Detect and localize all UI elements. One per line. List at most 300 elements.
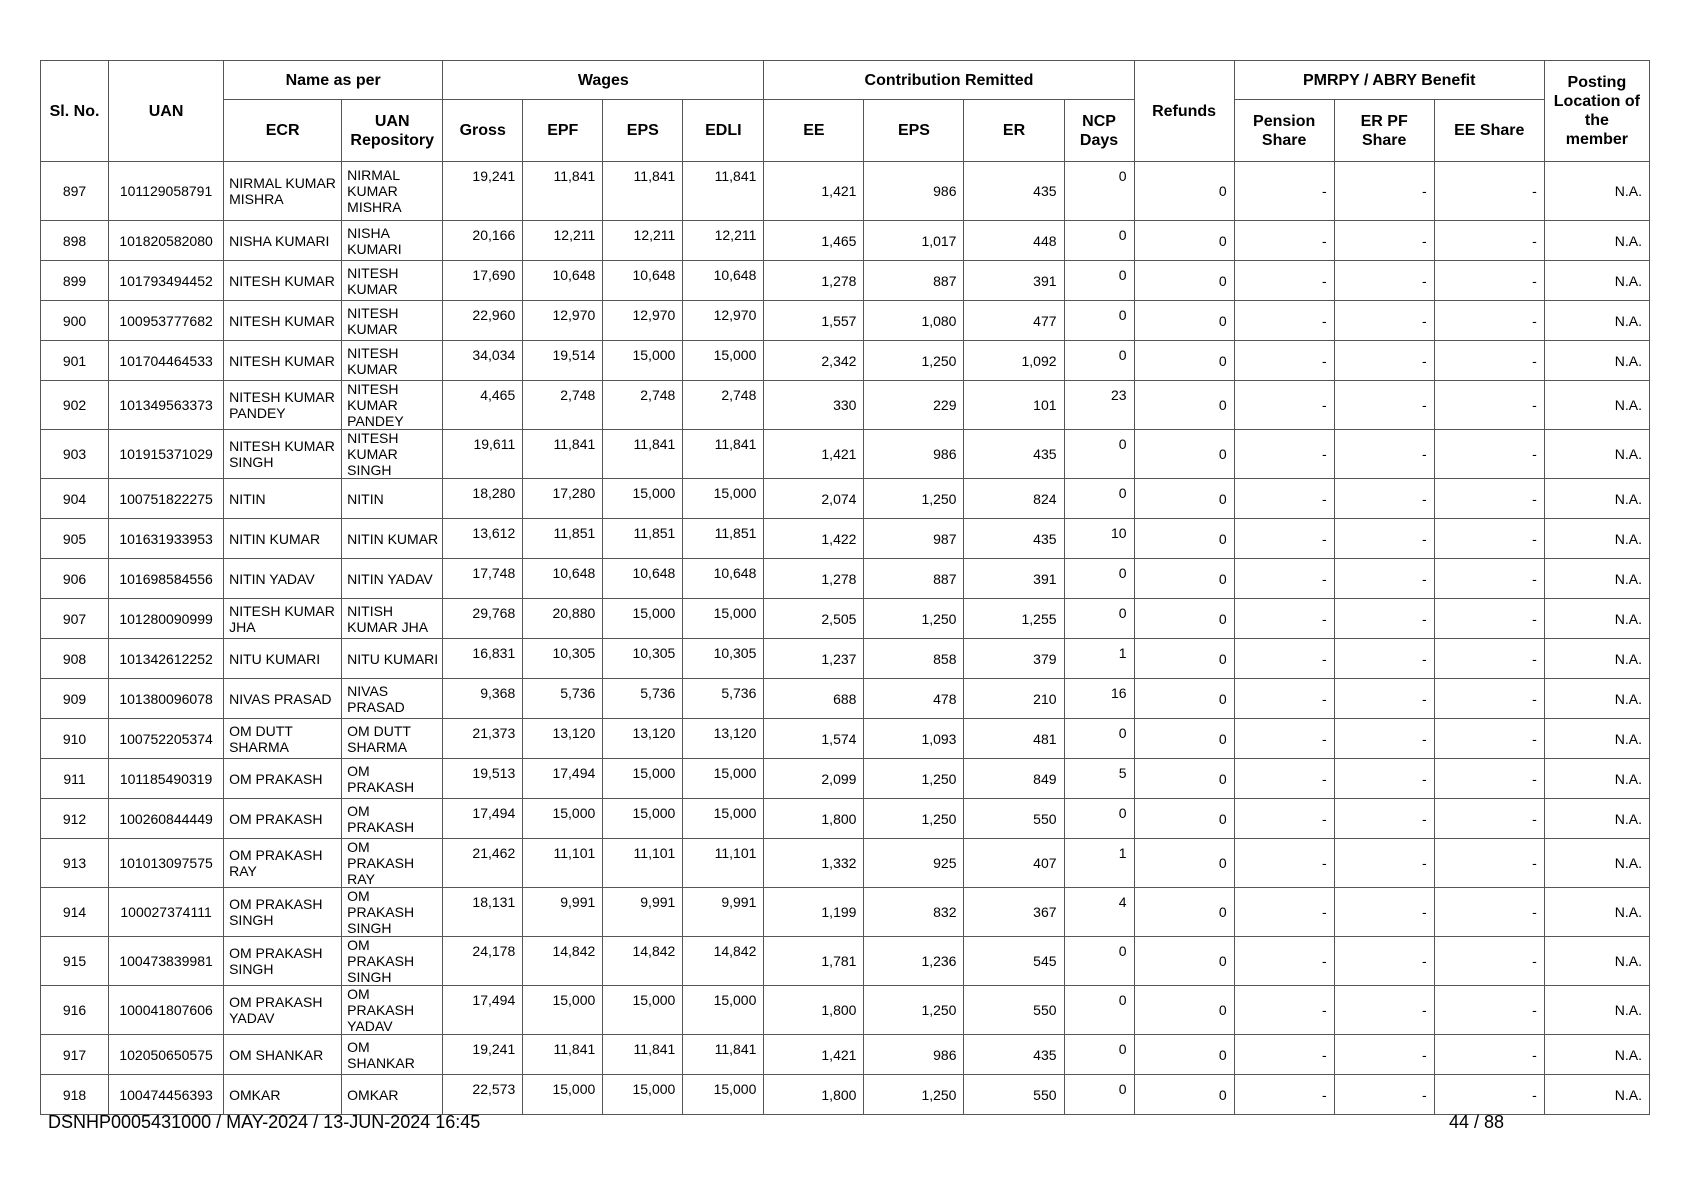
cell-pension-share: - [1234,341,1334,381]
cell-er: 391 [964,261,1064,301]
cell-eps: 11,841 [603,1035,683,1075]
cell-er-pf-share: - [1334,679,1434,719]
cell-edli: 11,101 [683,839,764,888]
cell-repository-name: NITESH KUMAR SINGH [342,430,443,479]
cell-contribution-eps: 986 [864,162,964,221]
cell-ncp-days: 0 [1064,1035,1134,1075]
cell-refunds: 0 [1134,1075,1234,1115]
cell-contribution-eps: 925 [864,839,964,888]
cell-posting-location: N.A. [1544,1075,1649,1115]
cell-contribution-eps: 1,093 [864,719,964,759]
table-row [41,559,1650,599]
cell-gross: 18,131 [443,888,523,937]
cell-epf: 10,648 [523,261,603,301]
cell-contribution-eps: 1,250 [864,1075,964,1115]
cell-edli: 12,970 [683,301,764,341]
cell-uan: 101342612252 [109,639,224,679]
cell-ee-share: - [1434,430,1544,479]
cell-uan: 100027374111 [109,888,224,937]
cell-edli: 11,851 [683,519,764,559]
cell-edli: 15,000 [683,599,764,639]
cell-ncp-days: 0 [1064,986,1134,1035]
cell-eps: 10,305 [603,639,683,679]
cell-ncp-days: 4 [1064,888,1134,937]
header-ncp-days: NCP Days [1064,100,1134,162]
table-row [41,839,1650,888]
cell-repository-name: NITESH KUMAR [342,261,443,301]
cell-er-pf-share: - [1334,519,1434,559]
cell-ecr-name: NIRMAL KUMAR MISHRA [224,162,342,221]
cell-eps: 15,000 [603,479,683,519]
cell-er-pf-share: - [1334,430,1434,479]
header-ecr: ECR [224,100,342,162]
cell-ecr-name: OM PRAKASH SINGH [224,888,342,937]
cell-eps: 15,000 [603,341,683,381]
cell-uan: 101698584556 [109,559,224,599]
cell-refunds: 0 [1134,261,1234,301]
table-row [41,162,1650,221]
header-er-pf-share: ER PF Share [1334,100,1434,162]
cell-ecr-name: NITESH KUMAR [224,301,342,341]
cell-repository-name: NITU KUMARI [342,639,443,679]
cell-er-pf-share: - [1334,381,1434,430]
cell-repository-name: NITISH KUMAR JHA [342,599,443,639]
cell-refunds: 0 [1134,341,1234,381]
cell-ncp-days: 0 [1064,479,1134,519]
cell-eps: 2,748 [603,381,683,430]
cell-er: 550 [964,1075,1064,1115]
cell-ee: 1,574 [764,719,864,759]
cell-repository-name: OM DUTT SHARMA [342,719,443,759]
cell-sl-no: 897 [41,162,109,221]
cell-eps: 12,970 [603,301,683,341]
cell-gross: 24,178 [443,937,523,986]
cell-er: 210 [964,679,1064,719]
cell-refunds: 0 [1134,559,1234,599]
cell-eps: 11,851 [603,519,683,559]
cell-eps: 11,841 [603,162,683,221]
cell-er-pf-share: - [1334,162,1434,221]
table-row [41,799,1650,839]
cell-ee: 1,800 [764,799,864,839]
cell-epf: 11,841 [523,1035,603,1075]
cell-er-pf-share: - [1334,759,1434,799]
cell-contribution-eps: 1,250 [864,986,964,1035]
cell-ee-share: - [1434,639,1544,679]
cell-contribution-eps: 887 [864,559,964,599]
cell-posting-location: N.A. [1544,639,1649,679]
cell-gross: 21,373 [443,719,523,759]
cell-er: 101 [964,381,1064,430]
cell-gross: 17,494 [443,986,523,1035]
header-sl-no: Sl. No. [41,61,109,162]
cell-gross: 19,241 [443,1035,523,1075]
cell-sl-no: 902 [41,381,109,430]
cell-ncp-days: 0 [1064,301,1134,341]
cell-contribution-eps: 1,236 [864,937,964,986]
cell-ncp-days: 0 [1064,1075,1134,1115]
header-refunds: Refunds [1134,61,1234,162]
cell-sl-no: 914 [41,888,109,937]
cell-posting-location: N.A. [1544,888,1649,937]
cell-uan: 101915371029 [109,430,224,479]
cell-uan: 101820582080 [109,221,224,261]
cell-eps: 11,841 [603,430,683,479]
cell-sl-no: 905 [41,519,109,559]
cell-gross: 16,831 [443,639,523,679]
cell-ecr-name: NITESH KUMAR SINGH [224,430,342,479]
cell-contribution-eps: 1,250 [864,341,964,381]
cell-contribution-eps: 229 [864,381,964,430]
cell-edli: 9,991 [683,888,764,937]
cell-epf: 12,970 [523,301,603,341]
cell-sl-no: 900 [41,301,109,341]
table-row [41,759,1650,799]
cell-ee-share: - [1434,221,1544,261]
cell-posting-location: N.A. [1544,986,1649,1035]
cell-epf: 2,748 [523,381,603,430]
cell-ncp-days: 0 [1064,261,1134,301]
cell-repository-name: OM SHANKAR [342,1035,443,1075]
cell-repository-name: OM PRAKASH YADAV [342,986,443,1035]
cell-repository-name: NISHA KUMARI [342,221,443,261]
cell-uan: 101349563373 [109,381,224,430]
table-row [41,719,1650,759]
cell-ee-share: - [1434,937,1544,986]
cell-eps: 13,120 [603,719,683,759]
cell-edli: 2,748 [683,381,764,430]
cell-pension-share: - [1234,519,1334,559]
cell-sl-no: 903 [41,430,109,479]
cell-epf: 14,842 [523,937,603,986]
header-contribution-remitted: Contribution Remitted [764,61,1134,100]
header-epf: EPF [523,100,603,162]
cell-ee: 1,421 [764,162,864,221]
cell-gross: 9,368 [443,679,523,719]
cell-edli: 15,000 [683,341,764,381]
cell-posting-location: N.A. [1544,559,1649,599]
cell-refunds: 0 [1134,986,1234,1035]
cell-edli: 11,841 [683,162,764,221]
cell-gross: 22,960 [443,301,523,341]
cell-ncp-days: 5 [1064,759,1134,799]
table-row [41,888,1650,937]
cell-ecr-name: NITIN YADAV [224,559,342,599]
cell-pension-share: - [1234,679,1334,719]
cell-edli: 11,841 [683,430,764,479]
cell-ee-share: - [1434,519,1544,559]
cell-ecr-name: NITESH KUMAR JHA [224,599,342,639]
cell-uan: 101280090999 [109,599,224,639]
cell-posting-location: N.A. [1544,679,1649,719]
cell-edli: 13,120 [683,719,764,759]
cell-ecr-name: OM PRAKASH [224,799,342,839]
cell-sl-no: 898 [41,221,109,261]
cell-ee: 1,800 [764,986,864,1035]
cell-eps: 9,991 [603,888,683,937]
cell-repository-name: NIRMAL KUMAR MISHRA [342,162,443,221]
cell-ee-share: - [1434,799,1544,839]
cell-ecr-name: OM DUTT SHARMA [224,719,342,759]
cell-posting-location: N.A. [1544,301,1649,341]
cell-ee: 1,278 [764,559,864,599]
cell-er: 435 [964,162,1064,221]
cell-gross: 19,513 [443,759,523,799]
cell-uan: 100260844449 [109,799,224,839]
cell-ecr-name: NIVAS PRASAD [224,679,342,719]
cell-epf: 10,648 [523,559,603,599]
cell-er-pf-share: - [1334,301,1434,341]
table-row [41,261,1650,301]
page-number: 44 / 88 [1449,1112,1505,1132]
header-wages: Wages [443,61,764,100]
cell-epf: 15,000 [523,986,603,1035]
cell-ee: 330 [764,381,864,430]
cell-posting-location: N.A. [1544,381,1649,430]
cell-sl-no: 908 [41,639,109,679]
cell-edli: 12,211 [683,221,764,261]
cell-pension-share: - [1234,479,1334,519]
cell-pension-share: - [1234,430,1334,479]
cell-er: 435 [964,430,1064,479]
cell-ecr-name: NITESH KUMAR [224,341,342,381]
table-row [41,639,1650,679]
table-row [41,381,1650,430]
cell-contribution-eps: 832 [864,888,964,937]
cell-ee-share: - [1434,261,1544,301]
cell-ncp-days: 0 [1064,341,1134,381]
cell-er: 1,255 [964,599,1064,639]
cell-gross: 19,611 [443,430,523,479]
cell-gross: 17,748 [443,559,523,599]
cell-edli: 11,841 [683,1035,764,1075]
cell-pension-share: - [1234,937,1334,986]
header-eps: EPS [603,100,683,162]
cell-contribution-eps: 987 [864,519,964,559]
cell-er-pf-share: - [1334,1035,1434,1075]
cell-ee-share: - [1434,479,1544,519]
cell-epf: 10,305 [523,639,603,679]
cell-posting-location: N.A. [1544,221,1649,261]
cell-epf: 20,880 [523,599,603,639]
cell-refunds: 0 [1134,799,1234,839]
cell-ecr-name: OM PRAKASH RAY [224,839,342,888]
cell-refunds: 0 [1134,479,1234,519]
cell-er: 435 [964,519,1064,559]
cell-pension-share: - [1234,839,1334,888]
header-uan: UAN [109,61,224,162]
cell-eps: 15,000 [603,599,683,639]
cell-ecr-name: NITESH KUMAR [224,261,342,301]
cell-refunds: 0 [1134,221,1234,261]
cell-eps: 15,000 [603,799,683,839]
cell-refunds: 0 [1134,599,1234,639]
cell-sl-no: 904 [41,479,109,519]
cell-ee: 688 [764,679,864,719]
cell-sl-no: 907 [41,599,109,639]
cell-ee-share: - [1434,162,1544,221]
cell-pension-share: - [1234,986,1334,1035]
cell-refunds: 0 [1134,1035,1234,1075]
cell-er: 1,092 [964,341,1064,381]
cell-epf: 17,494 [523,759,603,799]
cell-repository-name: NIVAS PRASAD [342,679,443,719]
cell-repository-name: NITIN [342,479,443,519]
cell-ee: 1,800 [764,1075,864,1115]
cell-ee-share: - [1434,1075,1544,1115]
cell-posting-location: N.A. [1544,479,1649,519]
cell-posting-location: N.A. [1544,261,1649,301]
cell-er: 824 [964,479,1064,519]
cell-ncp-days: 23 [1064,381,1134,430]
cell-ee: 1,557 [764,301,864,341]
cell-uan: 101129058791 [109,162,224,221]
cell-repository-name: NITESH KUMAR [342,341,443,381]
header-name-as-per: Name as per [224,61,443,100]
cell-uan: 100752205374 [109,719,224,759]
header-ee-share: EE Share [1434,100,1544,162]
cell-epf: 17,280 [523,479,603,519]
cell-sl-no: 901 [41,341,109,381]
cell-ee: 1,332 [764,839,864,888]
cell-er: 545 [964,937,1064,986]
cell-er-pf-share: - [1334,479,1434,519]
header-pmrpy-abry: PMRPY / ABRY Benefit [1234,61,1544,100]
document-reference: DSNHP0005431000 / MAY-2024 / 13-JUN-2024 16:45 [48,1112,481,1132]
cell-eps: 10,648 [603,559,683,599]
cell-ee: 2,099 [764,759,864,799]
cell-edli: 10,648 [683,261,764,301]
cell-contribution-eps: 478 [864,679,964,719]
cell-contribution-eps: 1,080 [864,301,964,341]
cell-ncp-days: 0 [1064,221,1134,261]
contribution-table [40,60,1650,1115]
cell-eps: 15,000 [603,759,683,799]
cell-posting-location: N.A. [1544,599,1649,639]
cell-er-pf-share: - [1334,986,1434,1035]
cell-epf: 15,000 [523,1075,603,1115]
table-row [41,1035,1650,1075]
cell-pension-share: - [1234,1035,1334,1075]
cell-ncp-days: 0 [1064,599,1134,639]
cell-er-pf-share: - [1334,799,1434,839]
cell-gross: 34,034 [443,341,523,381]
cell-uan: 100041807606 [109,986,224,1035]
cell-ncp-days: 0 [1064,559,1134,599]
table-row [41,679,1650,719]
cell-uan: 102050650575 [109,1035,224,1075]
cell-uan: 101793494452 [109,261,224,301]
cell-er-pf-share: - [1334,639,1434,679]
cell-gross: 4,465 [443,381,523,430]
cell-ncp-days: 0 [1064,430,1134,479]
cell-ncp-days: 0 [1064,937,1134,986]
header-edli: EDLI [683,100,764,162]
cell-uan: 101185490319 [109,759,224,799]
header-contribution-eps: EPS [864,100,964,162]
cell-posting-location: N.A. [1544,1035,1649,1075]
cell-contribution-eps: 986 [864,430,964,479]
cell-er-pf-share: - [1334,1075,1434,1115]
header-pension-share: Pension Share [1234,100,1334,162]
table-row [41,301,1650,341]
cell-ee-share: - [1434,839,1544,888]
cell-ee: 1,465 [764,221,864,261]
cell-ncp-days: 0 [1064,719,1134,759]
cell-repository-name: NITESH KUMAR PANDEY [342,381,443,430]
cell-sl-no: 916 [41,986,109,1035]
cell-pension-share: - [1234,221,1334,261]
cell-pension-share: - [1234,599,1334,639]
cell-er: 849 [964,759,1064,799]
cell-ncp-days: 1 [1064,839,1134,888]
cell-er-pf-share: - [1334,719,1434,759]
cell-sl-no: 906 [41,559,109,599]
cell-er-pf-share: - [1334,559,1434,599]
cell-pension-share: - [1234,1075,1334,1115]
cell-edli: 15,000 [683,986,764,1035]
cell-sl-no: 918 [41,1075,109,1115]
cell-er-pf-share: - [1334,839,1434,888]
cell-ee: 1,421 [764,430,864,479]
cell-uan: 101704464533 [109,341,224,381]
cell-posting-location: N.A. [1544,839,1649,888]
cell-ncp-days: 0 [1064,162,1134,221]
cell-repository-name: OM PRAKASH SINGH [342,937,443,986]
cell-contribution-eps: 1,250 [864,759,964,799]
cell-ecr-name: NISHA KUMARI [224,221,342,261]
cell-er: 481 [964,719,1064,759]
cell-ee: 1,421 [764,1035,864,1075]
cell-er: 448 [964,221,1064,261]
cell-er-pf-share: - [1334,599,1434,639]
cell-uan: 100953777682 [109,301,224,341]
cell-edli: 10,648 [683,559,764,599]
cell-ecr-name: NITU KUMARI [224,639,342,679]
cell-edli: 5,736 [683,679,764,719]
cell-ee: 1,781 [764,937,864,986]
cell-ee: 1,237 [764,639,864,679]
cell-repository-name: OMKAR [342,1075,443,1115]
cell-refunds: 0 [1134,381,1234,430]
table-row [41,341,1650,381]
cell-ecr-name: OM PRAKASH SINGH [224,937,342,986]
cell-posting-location: N.A. [1544,519,1649,559]
cell-ee: 1,199 [764,888,864,937]
cell-er: 550 [964,986,1064,1035]
cell-posting-location: N.A. [1544,719,1649,759]
cell-sl-no: 912 [41,799,109,839]
cell-pension-share: - [1234,162,1334,221]
table-row [41,986,1650,1035]
table-body [41,162,1650,1115]
cell-pension-share: - [1234,639,1334,679]
cell-contribution-eps: 986 [864,1035,964,1075]
cell-gross: 21,462 [443,839,523,888]
cell-ee-share: - [1434,559,1544,599]
cell-eps: 5,736 [603,679,683,719]
cell-gross: 22,573 [443,1075,523,1115]
cell-eps: 15,000 [603,1075,683,1115]
cell-edli: 14,842 [683,937,764,986]
cell-uan: 101013097575 [109,839,224,888]
cell-posting-location: N.A. [1544,799,1649,839]
cell-ee: 1,422 [764,519,864,559]
cell-epf: 11,841 [523,430,603,479]
cell-eps: 11,101 [603,839,683,888]
cell-er: 435 [964,1035,1064,1075]
cell-repository-name: OM PRAKASH RAY [342,839,443,888]
